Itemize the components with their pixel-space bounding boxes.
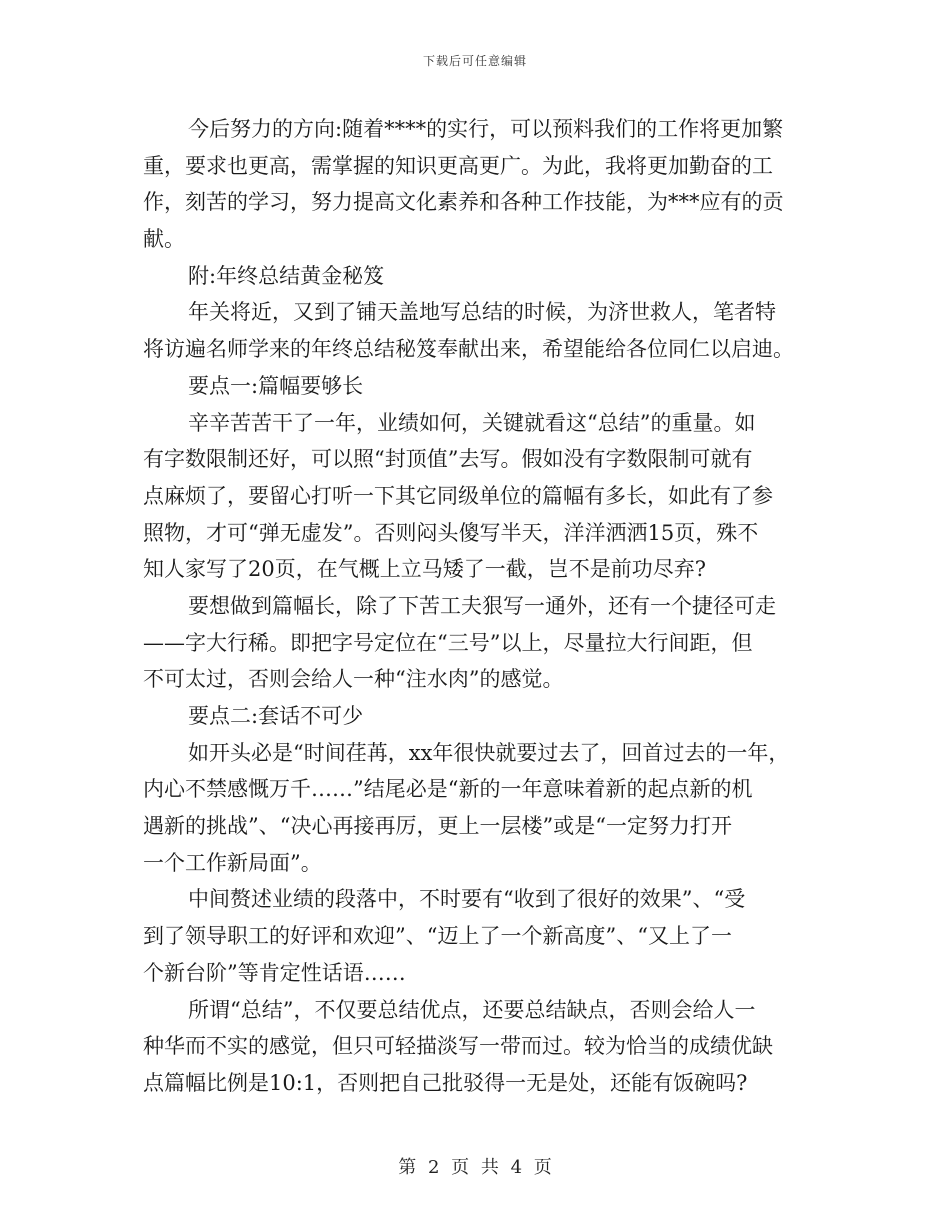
- text-line: 将访遍名师学来的年终总结秘笈奉献出来，希望能给各位同仁以启迪。: [143, 337, 794, 362]
- page-footer: 第 2 页 共 4 页: [398, 1157, 552, 1178]
- document-body: [143, 111, 811, 1102]
- text-line: 点麻烦了，要留心打听一下其它同级单位的篇幅有多长，如此有了参: [143, 483, 773, 508]
- text-line: 如开头必是“时间荏苒，xx年很快就要过去了，回首过去的一年，: [188, 740, 790, 765]
- text-line: 知人家写了20页，在气概上立马矮了一截，岂不是前功尽弃?: [143, 557, 706, 582]
- text-line: 重，要求也更高，需掌握的知识更高更广。为此，我将更加勤奋的工: [143, 153, 773, 178]
- text-line: 一个工作新局面”。: [143, 850, 322, 875]
- text-line: 要点二:套话不可少: [188, 704, 364, 728]
- text-line: 内心不禁感慨万千……”结尾必是“新的一年意味着新的起点新的机: [143, 777, 753, 802]
- text-line: 照物，才可“弹无虚发”。否则闷头傻写半天，洋洋洒洒15页，殊不: [143, 520, 759, 545]
- page-header: 下载后可任意编辑: [422, 54, 527, 68]
- text-line: 到了领导职工的好评和欢迎”、“迈上了一个新高度”、“又上了一: [143, 924, 732, 949]
- text-line: 中间赘述业绩的段落中，不时要有“收到了很好的效果”、“受: [188, 887, 746, 912]
- text-line: 遇新的挑战”、“决心再接再厉，更上一层楼”或是“一定努力打开: [143, 814, 732, 839]
- text-line: ——字大行稀。即把字号定位在“三号”以上，尽量拉大行间距，但: [143, 630, 753, 655]
- text-line: 个新台阶”等肯定性话语……: [143, 960, 406, 985]
- text-line: 献。: [143, 227, 185, 252]
- text-line: 年关将近，又到了铺天盖地写总结的时候，为济世救人，笔者特: [188, 300, 776, 325]
- text-line: 点篇幅比例是10:1，否则把自己批驳得一无是处，还能有饭碗吗?: [143, 1070, 748, 1095]
- text-line: 要想做到篇幅长，除了下苦工夫狠写一通外，还有一个捷径可走: [188, 593, 776, 618]
- text-line: 辛辛苦苦干了一年，业绩如何，关键就看这“总结”的重量。如: [188, 410, 756, 435]
- text-line: 今后努力的方向:随着****的实行，可以预料我们的工作将更加繁: [188, 117, 784, 141]
- text-line: 要点一:篇幅要够长: [188, 373, 364, 398]
- text-line: 有字数限制还好，可以照“封顶值”去写。假如没有字数限制可就有: [143, 447, 753, 472]
- text-line: 附:年终总结黄金秘笈: [188, 263, 385, 288]
- text-line: 作，刻苦的学习，努力提高文化素养和各种工作技能，为***应有的贡: [143, 190, 784, 215]
- text-line: 不可太过，否则会给人一种“注水肉”的感觉。: [143, 667, 564, 692]
- text-line: 种华而不实的感觉，但只可轻描淡写一带而过。较为恰当的成绩优缺: [143, 1034, 773, 1059]
- text-line: 所谓“总结”，不仅要总结优点，还要总结缺点，否则会给人一: [188, 997, 756, 1022]
